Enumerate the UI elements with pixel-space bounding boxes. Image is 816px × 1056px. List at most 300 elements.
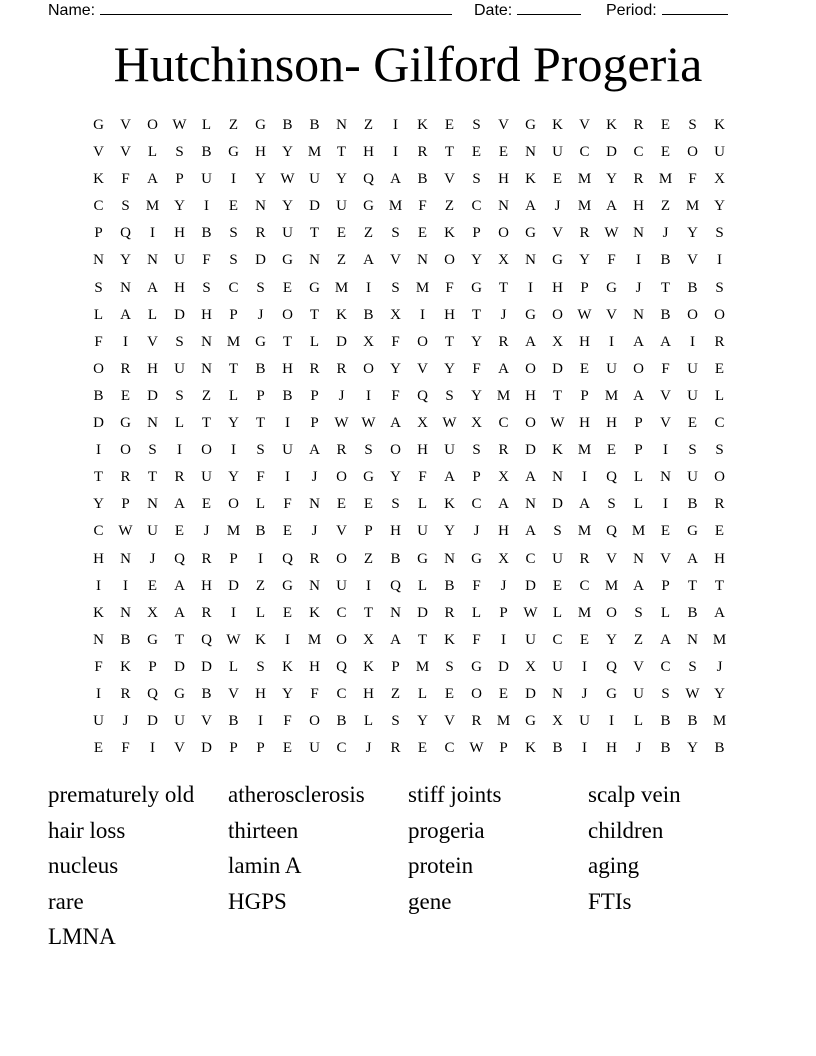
grid-letter[interactable]: R (633, 171, 644, 188)
grid-letter[interactable]: O (498, 225, 509, 242)
grid-letter[interactable]: U (174, 360, 185, 377)
grid-letter[interactable]: G (93, 117, 104, 133)
grid-letter[interactable]: C (336, 740, 347, 757)
grid-letter[interactable]: V (606, 550, 617, 567)
grid-letter[interactable]: H (579, 415, 590, 432)
grid-letter[interactable]: N (93, 631, 104, 648)
grid-letter[interactable]: R (336, 442, 347, 459)
grid-letter[interactable]: C (444, 740, 455, 757)
grid-letter[interactable]: F (283, 496, 292, 513)
grid-letter[interactable]: I (420, 306, 425, 323)
grid-letter[interactable]: H (147, 360, 158, 377)
grid-letter[interactable]: X (525, 658, 536, 675)
grid-letter[interactable]: E (660, 117, 671, 133)
grid-letter[interactable]: F (94, 658, 103, 675)
grid-letter[interactable]: K (606, 117, 617, 133)
grid-letter[interactable]: H (255, 144, 266, 161)
grid-letter[interactable]: E (660, 523, 671, 540)
grid-letter[interactable]: J (554, 198, 561, 215)
grid-letter[interactable]: P (634, 442, 643, 459)
grid-letter[interactable]: P (229, 740, 238, 757)
grid-letter[interactable]: F (472, 360, 481, 377)
grid-letter[interactable]: W (442, 415, 457, 432)
grid-letter[interactable]: B (390, 550, 401, 567)
grid-letter[interactable]: Z (255, 577, 266, 594)
grid-letter[interactable]: I (123, 577, 128, 594)
grid-letter[interactable]: J (473, 523, 480, 540)
grid-letter[interactable]: R (120, 360, 131, 377)
grid-letter[interactable]: H (444, 306, 455, 323)
grid-letter[interactable]: F (202, 252, 211, 269)
grid-letter[interactable]: X (471, 415, 482, 432)
grid-letter[interactable]: L (552, 604, 563, 621)
grid-letter[interactable]: L (174, 415, 185, 432)
grid-letter[interactable]: T (255, 415, 266, 432)
grid-letter[interactable]: A (390, 171, 401, 188)
grid-letter[interactable]: P (499, 740, 508, 757)
grid-letter[interactable]: Z (363, 225, 374, 242)
grid-letter[interactable]: N (687, 631, 698, 648)
grid-letter[interactable]: V (390, 252, 401, 269)
date-field[interactable] (474, 0, 581, 20)
grid-letter[interactable]: I (501, 631, 506, 648)
grid-letter[interactable]: P (499, 604, 508, 621)
grid-letter[interactable]: B (660, 306, 671, 323)
grid-letter[interactable]: S (661, 685, 670, 702)
grid-letter[interactable]: B (552, 740, 563, 757)
grid-letter[interactable]: I (204, 198, 209, 215)
grid-letter[interactable]: M (496, 387, 511, 404)
grid-letter[interactable]: S (715, 442, 724, 459)
grid-letter[interactable]: S (688, 117, 697, 133)
grid-letter[interactable]: G (606, 279, 617, 296)
grid-letter[interactable]: Y (714, 198, 725, 215)
grid-letter[interactable]: K (525, 171, 536, 188)
grid-letter[interactable]: X (417, 415, 428, 432)
grid-letter[interactable]: Q (606, 469, 617, 486)
grid-letter[interactable]: S (445, 658, 454, 675)
grid-letter[interactable]: Z (363, 117, 374, 133)
grid-letter[interactable]: U (552, 658, 563, 675)
grid-letter[interactable]: S (688, 658, 697, 675)
grid-letter[interactable]: Y (687, 740, 698, 757)
grid-letter[interactable]: K (336, 306, 347, 323)
grid-letter[interactable]: F (310, 685, 319, 702)
grid-letter[interactable]: C (552, 631, 563, 648)
grid-letter[interactable]: N (633, 225, 644, 242)
grid-letter[interactable]: Y (228, 415, 239, 432)
grid-letter[interactable]: K (714, 117, 725, 133)
grid-letter[interactable]: P (94, 225, 103, 242)
grid-letter[interactable]: D (336, 333, 347, 350)
grid-letter[interactable]: G (471, 658, 482, 675)
grid-letter[interactable]: Y (714, 685, 725, 702)
grid-letter[interactable]: U (687, 360, 698, 377)
grid-letter[interactable]: G (606, 685, 617, 702)
grid-letter[interactable]: V (660, 550, 671, 567)
grid-letter[interactable]: M (577, 171, 592, 188)
grid-letter[interactable]: Y (471, 252, 482, 269)
grid-letter[interactable]: G (525, 225, 536, 242)
grid-letter[interactable]: C (660, 658, 671, 675)
grid-letter[interactable]: L (93, 306, 104, 323)
grid-letter[interactable]: J (662, 225, 669, 242)
grid-letter[interactable]: Y (417, 713, 428, 730)
grid-letter[interactable]: M (226, 523, 241, 540)
grid-letter[interactable]: D (147, 713, 158, 730)
grid-letter[interactable]: V (201, 713, 212, 730)
grid-letter[interactable]: J (581, 685, 588, 702)
grid-letter[interactable]: B (660, 740, 671, 757)
grid-letter[interactable]: U (201, 171, 212, 188)
grid-letter[interactable]: J (635, 279, 642, 296)
grid-letter[interactable]: G (255, 117, 266, 133)
grid-letter[interactable]: I (285, 469, 290, 486)
grid-letter[interactable]: N (336, 117, 347, 133)
grid-letter[interactable]: C (471, 198, 482, 215)
grid-letter[interactable]: L (309, 333, 320, 350)
grid-letter[interactable]: G (228, 144, 239, 161)
grid-letter[interactable]: B (336, 713, 347, 730)
grid-letter[interactable]: V (147, 333, 158, 350)
grid-letter[interactable]: J (122, 713, 129, 730)
grid-letter[interactable]: G (687, 523, 698, 540)
grid-letter[interactable]: Q (390, 577, 401, 594)
grid-letter[interactable]: D (525, 685, 536, 702)
grid-letter[interactable]: G (120, 415, 131, 432)
grid-letter[interactable]: F (391, 333, 400, 350)
grid-letter[interactable]: X (552, 333, 563, 350)
grid-letter[interactable]: M (604, 387, 619, 404)
grid-letter[interactable]: S (202, 279, 211, 296)
grid-letter[interactable]: C (714, 415, 725, 432)
grid-letter[interactable]: W (604, 225, 619, 242)
grid-letter[interactable]: P (364, 523, 373, 540)
grid-letter[interactable]: A (444, 469, 455, 486)
grid-letter[interactable]: S (175, 387, 184, 404)
grid-letter[interactable]: K (282, 658, 293, 675)
grid-letter[interactable]: A (390, 631, 401, 648)
grid-letter[interactable]: W (280, 171, 295, 188)
grid-letter[interactable]: L (633, 713, 644, 730)
grid-letter[interactable]: G (174, 685, 185, 702)
grid-letter[interactable]: E (282, 523, 293, 540)
grid-letter[interactable]: V (498, 117, 509, 133)
grid-letter[interactable]: N (147, 415, 158, 432)
grid-letter[interactable]: I (636, 252, 641, 269)
grid-letter[interactable]: H (174, 225, 185, 242)
grid-letter[interactable]: T (444, 144, 455, 161)
grid-letter[interactable]: P (229, 306, 238, 323)
grid-letter[interactable]: E (552, 577, 563, 594)
grid-letter[interactable]: I (231, 171, 236, 188)
grid-letter[interactable]: R (120, 685, 131, 702)
grid-letter[interactable]: O (309, 713, 320, 730)
grid-letter[interactable]: A (660, 333, 671, 350)
grid-letter[interactable]: W (523, 604, 538, 621)
grid-letter[interactable]: I (123, 333, 128, 350)
grid-letter[interactable]: K (120, 658, 131, 675)
grid-letter[interactable]: A (714, 604, 725, 621)
grid-letter[interactable]: N (147, 252, 158, 269)
grid-letter[interactable]: S (472, 442, 481, 459)
grid-letter[interactable]: N (147, 496, 158, 513)
grid-letter[interactable]: T (201, 415, 212, 432)
grid-letter[interactable]: D (147, 387, 158, 404)
grid-letter[interactable]: F (607, 252, 616, 269)
grid-letter[interactable]: H (363, 144, 374, 161)
grid-letter[interactable]: E (579, 631, 590, 648)
grid-letter[interactable]: P (148, 658, 157, 675)
grid-letter[interactable]: M (415, 279, 430, 296)
grid-letter[interactable]: Z (228, 117, 239, 133)
grid-letter[interactable]: L (201, 117, 212, 133)
grid-letter[interactable]: A (147, 171, 158, 188)
grid-letter[interactable]: S (229, 252, 238, 269)
grid-letter[interactable]: E (714, 523, 725, 540)
grid-letter[interactable]: S (256, 442, 265, 459)
grid-letter[interactable]: O (687, 306, 698, 323)
grid-letter[interactable]: M (307, 631, 322, 648)
grid-letter[interactable]: P (256, 740, 265, 757)
grid-letter[interactable]: J (149, 550, 156, 567)
grid-letter[interactable]: R (417, 144, 428, 161)
grid-letter[interactable]: E (93, 740, 104, 757)
grid-letter[interactable]: I (609, 333, 614, 350)
grid-letter[interactable]: T (174, 631, 185, 648)
grid-letter[interactable]: U (633, 685, 644, 702)
grid-letter[interactable]: J (716, 658, 723, 675)
grid-letter[interactable]: I (366, 279, 371, 296)
grid-letter[interactable]: A (687, 550, 698, 567)
grid-letter[interactable]: B (363, 306, 374, 323)
grid-letter[interactable]: M (604, 577, 619, 594)
grid-letter[interactable]: U (687, 469, 698, 486)
grid-letter[interactable]: D (552, 360, 563, 377)
grid-letter[interactable]: P (580, 279, 589, 296)
name-field[interactable] (48, 0, 452, 20)
grid-letter[interactable]: D (498, 658, 509, 675)
grid-letter[interactable]: M (685, 198, 700, 215)
grid-letter[interactable]: A (147, 279, 158, 296)
name-blank-line[interactable] (100, 0, 452, 15)
grid-letter[interactable]: D (201, 740, 212, 757)
grid-letter[interactable]: I (663, 496, 668, 513)
grid-letter[interactable]: U (147, 523, 158, 540)
grid-letter[interactable]: B (282, 117, 293, 133)
grid-letter[interactable]: C (93, 198, 104, 215)
grid-letter[interactable]: P (472, 225, 481, 242)
grid-letter[interactable]: Q (174, 550, 185, 567)
grid-letter[interactable]: V (120, 117, 131, 133)
grid-letter[interactable]: F (472, 577, 481, 594)
grid-letter[interactable]: E (336, 496, 347, 513)
grid-letter[interactable]: D (201, 658, 212, 675)
grid-letter[interactable]: O (147, 117, 158, 133)
grid-letter[interactable]: F (445, 279, 454, 296)
grid-letter[interactable]: G (525, 306, 536, 323)
grid-letter[interactable]: G (417, 550, 428, 567)
grid-letter[interactable]: P (391, 658, 400, 675)
grid-letter[interactable]: B (417, 171, 428, 188)
grid-letter[interactable]: O (633, 360, 644, 377)
grid-letter[interactable]: E (606, 442, 617, 459)
grid-letter[interactable]: M (712, 631, 727, 648)
grid-letter[interactable]: R (201, 550, 212, 567)
grid-letter[interactable]: I (528, 279, 533, 296)
grid-letter[interactable]: B (93, 387, 104, 404)
grid-letter[interactable]: Z (660, 198, 671, 215)
grid-letter[interactable]: R (498, 442, 509, 459)
grid-letter[interactable]: S (121, 198, 130, 215)
grid-letter[interactable]: T (471, 306, 482, 323)
grid-letter[interactable]: G (471, 550, 482, 567)
grid-letter[interactable]: E (417, 740, 428, 757)
grid-letter[interactable]: R (579, 550, 590, 567)
grid-letter[interactable]: L (417, 685, 428, 702)
grid-letter[interactable]: J (365, 740, 372, 757)
grid-letter[interactable]: R (255, 225, 266, 242)
grid-letter[interactable]: G (525, 713, 536, 730)
grid-letter[interactable]: X (498, 550, 509, 567)
grid-letter[interactable]: S (148, 442, 157, 459)
grid-letter[interactable]: H (498, 171, 509, 188)
grid-letter[interactable]: U (309, 171, 320, 188)
grid-letter[interactable]: O (417, 333, 428, 350)
grid-letter[interactable]: O (201, 442, 212, 459)
grid-letter[interactable]: B (687, 604, 698, 621)
grid-letter[interactable]: K (309, 604, 320, 621)
grid-letter[interactable]: E (282, 279, 293, 296)
grid-letter[interactable]: D (552, 496, 563, 513)
grid-letter[interactable]: N (93, 252, 104, 269)
grid-letter[interactable]: E (471, 144, 482, 161)
grid-letter[interactable]: L (417, 496, 428, 513)
grid-letter[interactable]: D (525, 442, 536, 459)
grid-letter[interactable]: B (687, 496, 698, 513)
grid-letter[interactable]: O (552, 306, 563, 323)
grid-letter[interactable]: T (687, 577, 698, 594)
grid-letter[interactable]: R (390, 740, 401, 757)
grid-letter[interactable]: Q (120, 225, 131, 242)
grid-letter[interactable]: H (552, 279, 563, 296)
grid-letter[interactable]: C (633, 144, 644, 161)
grid-letter[interactable]: K (444, 631, 455, 648)
grid-letter[interactable]: F (94, 333, 103, 350)
grid-letter[interactable]: L (714, 387, 725, 404)
grid-letter[interactable]: C (93, 523, 104, 540)
grid-letter[interactable]: M (145, 198, 160, 215)
grid-letter[interactable]: S (472, 171, 481, 188)
grid-letter[interactable]: U (579, 713, 590, 730)
grid-letter[interactable]: I (96, 577, 101, 594)
grid-letter[interactable]: D (174, 306, 185, 323)
grid-letter[interactable]: Y (255, 171, 266, 188)
grid-letter[interactable]: C (525, 550, 536, 567)
grid-letter[interactable]: G (363, 198, 374, 215)
grid-letter[interactable]: A (525, 523, 536, 540)
grid-letter[interactable]: O (120, 442, 131, 459)
grid-letter[interactable]: N (390, 604, 401, 621)
grid-letter[interactable]: A (525, 333, 536, 350)
grid-letter[interactable]: S (256, 658, 265, 675)
grid-letter[interactable]: R (633, 117, 644, 133)
grid-letter[interactable]: I (258, 713, 263, 730)
grid-letter[interactable]: A (606, 198, 617, 215)
grid-letter[interactable]: D (525, 577, 536, 594)
grid-letter[interactable]: S (391, 225, 400, 242)
grid-letter[interactable]: V (552, 225, 563, 242)
grid-letter[interactable]: T (336, 144, 347, 161)
grid-letter[interactable]: T (660, 279, 671, 296)
grid-letter[interactable]: E (120, 387, 131, 404)
grid-letter[interactable]: I (231, 604, 236, 621)
grid-letter[interactable]: B (228, 713, 239, 730)
grid-letter[interactable]: Y (93, 496, 104, 513)
grid-letter[interactable]: G (282, 577, 293, 594)
grid-letter[interactable]: O (525, 415, 536, 432)
grid-letter[interactable]: V (687, 252, 698, 269)
grid-letter[interactable]: A (174, 577, 185, 594)
grid-letter[interactable]: W (577, 306, 592, 323)
grid-letter[interactable]: T (309, 225, 320, 242)
grid-letter[interactable]: S (715, 279, 724, 296)
grid-letter[interactable]: I (393, 117, 398, 133)
grid-letter[interactable]: Y (687, 225, 698, 242)
grid-letter[interactable]: Y (606, 631, 617, 648)
grid-letter[interactable]: H (201, 306, 212, 323)
grid-letter[interactable]: V (633, 658, 644, 675)
grid-letter[interactable]: E (417, 225, 428, 242)
grid-letter[interactable]: L (363, 713, 374, 730)
grid-letter[interactable]: L (417, 577, 428, 594)
grid-letter[interactable]: Q (606, 523, 617, 540)
grid-letter[interactable]: L (255, 496, 266, 513)
grid-letter[interactable]: Z (363, 550, 374, 567)
grid-letter[interactable]: N (633, 550, 644, 567)
grid-letter[interactable]: L (228, 658, 239, 675)
grid-letter[interactable]: F (283, 713, 292, 730)
grid-letter[interactable]: T (552, 387, 563, 404)
period-field[interactable] (606, 0, 728, 20)
grid-letter[interactable]: P (661, 577, 670, 594)
grid-letter[interactable]: H (525, 387, 536, 404)
grid-letter[interactable]: J (635, 740, 642, 757)
grid-letter[interactable]: O (390, 442, 401, 459)
grid-letter[interactable]: C (336, 685, 347, 702)
grid-letter[interactable]: C (228, 279, 239, 296)
grid-letter[interactable]: R (309, 550, 320, 567)
grid-letter[interactable]: K (552, 442, 563, 459)
grid-letter[interactable]: Z (633, 631, 644, 648)
grid-letter[interactable]: J (257, 306, 264, 323)
grid-letter[interactable]: G (282, 252, 293, 269)
grid-letter[interactable]: B (201, 685, 212, 702)
grid-letter[interactable]: K (444, 225, 455, 242)
grid-letter[interactable]: G (309, 279, 320, 296)
grid-letter[interactable]: E (498, 685, 509, 702)
grid-letter[interactable]: P (310, 387, 319, 404)
grid-letter[interactable]: Y (174, 198, 185, 215)
grid-letter[interactable]: L (255, 604, 266, 621)
grid-letter[interactable]: T (282, 333, 293, 350)
grid-letter[interactable]: K (525, 740, 536, 757)
grid-letter[interactable]: I (177, 442, 182, 459)
date-blank-line[interactable] (517, 0, 581, 15)
grid-letter[interactable]: I (285, 415, 290, 432)
grid-letter[interactable]: F (121, 171, 130, 188)
grid-letter[interactable]: M (226, 333, 241, 350)
